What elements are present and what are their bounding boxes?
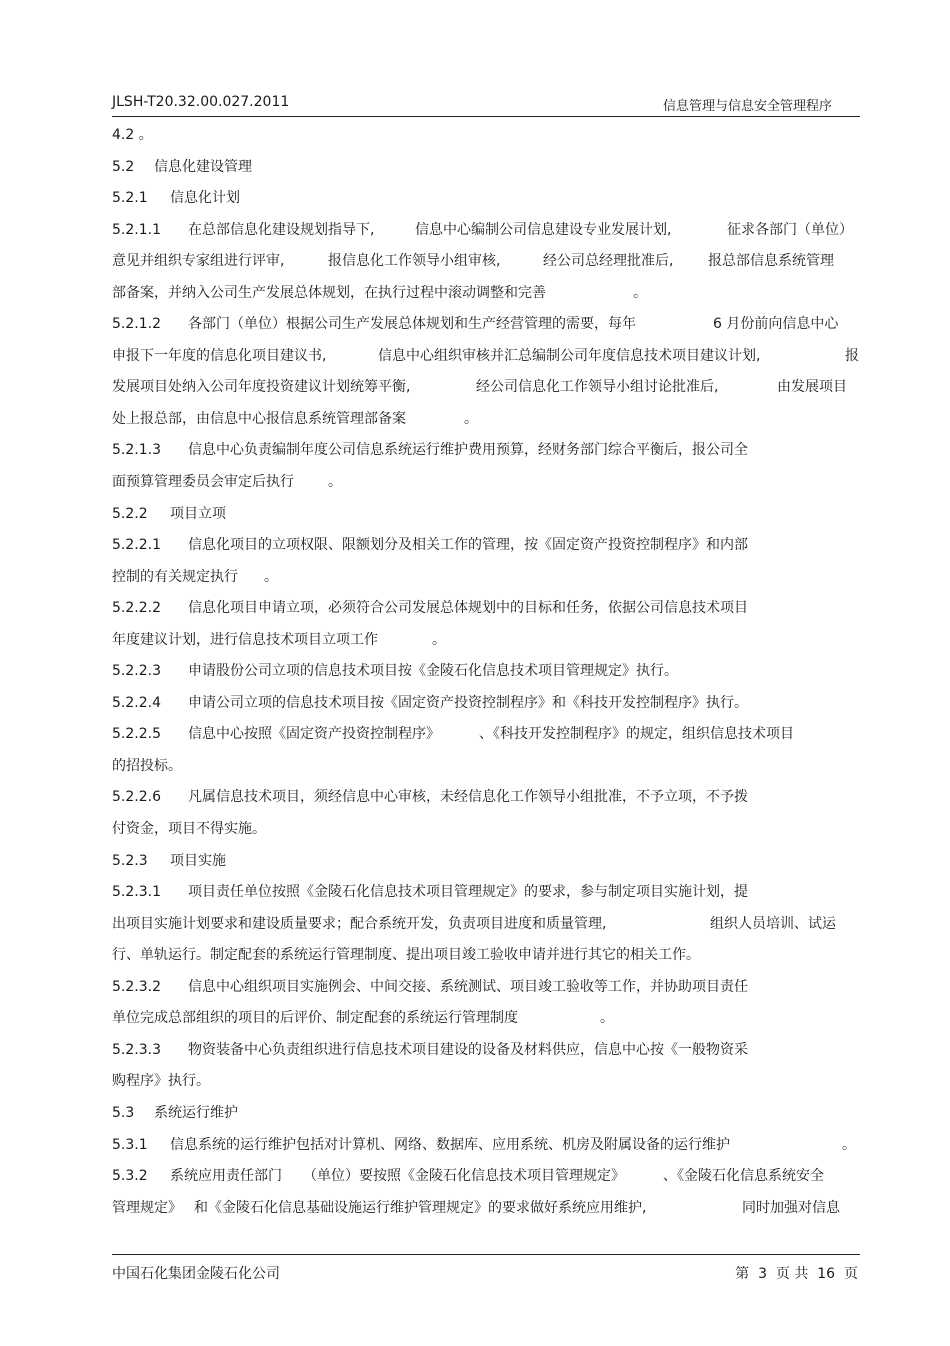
text-line (112, 530, 860, 562)
text-line (112, 940, 860, 972)
text-line (112, 499, 860, 531)
text-line (112, 814, 860, 846)
line-segment-lead: 意见并组织专家组进行评审, (112, 253, 285, 270)
line-segment: 报信息化工作领导小组审核, (328, 253, 501, 270)
line-segment: 经公司信息化工作领导小组讨论批准后, (476, 379, 719, 396)
line-segment: 信息化计划 (170, 190, 240, 207)
line-segment: 信息化项目的立项权限、限额划分及相关工作的管理，按《固定资产投资控制程序》和内部 (188, 537, 748, 554)
line-segment: 信息中心编制公司信息建设专业发展计划, (415, 221, 672, 238)
page-label-mid: 页 共 (775, 1266, 809, 1282)
line-segment-lead: 控制的有关规定执行 (112, 568, 238, 585)
text-line (112, 341, 860, 373)
line-segment: 信息中心按照《固定资产投资控制程序》 (188, 726, 440, 743)
text-line (112, 372, 860, 404)
line-segment-lead: 5.3.2 (112, 1168, 148, 1185)
line-segment: 、《科技开发控制程序》的规定，组织信息技术项目 (479, 726, 794, 743)
line-segment-lead: 5.2.1 (112, 190, 148, 207)
line-segment: 。 (842, 1136, 856, 1153)
line-segment: 申请股份公司立项的信息技术项目按《金陵石化信息技术项目管理规定》执行。 (188, 663, 678, 680)
text-line (112, 625, 860, 657)
line-segment: （单位）要按照《金陵石化信息技术项目管理规定》 (303, 1168, 625, 1185)
line-segment: 报 (845, 347, 859, 364)
text-line (112, 183, 860, 215)
line-segment: 。 (432, 631, 446, 648)
text-line (112, 404, 860, 436)
line-segment-lead: 部备案，并纳入公司生产发展总体规划，在执行过程中滚动调整和完善 (112, 284, 546, 301)
line-segment: 各部门（单位）根据公司生产发展总体规划和生产经营管理的需要，每年 (188, 316, 636, 333)
line-segment: 经公司总经理批准后, (543, 253, 674, 270)
line-segment: 信息中心组织项目实施例会、中间交接、系统测试、项目竣工验收等工作，并协助项目责任 (188, 978, 748, 995)
line-segment-lead: 5.2.2 (112, 505, 148, 522)
line-segment: 。 (328, 474, 342, 491)
line-segment: 项目实施 (170, 852, 226, 869)
text-line (112, 719, 860, 751)
line-segment-lead: 购程序》执行。 (112, 1073, 210, 1090)
line-segment-lead: 5.2.3 (112, 852, 148, 869)
line-segment-lead: 发展项目处纳入公司年度投资建议计划统筹平衡, (112, 379, 411, 396)
text-line (112, 215, 860, 247)
line-segment-lead: 5.2.2.6 (112, 789, 161, 806)
text-line (112, 246, 860, 278)
line-segment-lead: 5.2.2.5 (112, 726, 161, 743)
line-segment: 物资装备中心负责组织进行信息技术项目建设的设备及材料供应，信息中心按《一般物资采 (188, 1041, 748, 1058)
page-label-suffix: 页 (844, 1266, 858, 1282)
text-line (112, 1003, 860, 1035)
line-segment: 报总部信息系统管理 (708, 253, 834, 270)
line-segment: 凡属信息技术项目，须经信息中心审核，未经信息化工作领导小组批准，不予立项，不予拨 (188, 789, 748, 806)
page-total: 16 (817, 1266, 836, 1282)
line-segment: 。 (464, 410, 478, 427)
line-segment: 项目责任单位按照《金陵石化信息技术项目管理规定》的要求，参与制定项目实施计划，提 (188, 884, 748, 901)
line-segment-lead: 5.2.1.2 (112, 316, 161, 333)
line-segment: 在总部信息化建设规划指导下, (188, 221, 375, 238)
line-segment: 信息中心负责编制年度公司信息系统运行维护费用预算，经财务部门综合平衡后，报公司全 (188, 442, 748, 459)
line-segment-lead: 5.2.3.2 (112, 978, 161, 995)
text-line (112, 656, 860, 688)
line-segment-lead: 5.2.3.1 (112, 884, 161, 901)
line-segment-lead: 5.3 (112, 1104, 135, 1121)
page-current: 3 (758, 1266, 767, 1282)
text-line (112, 877, 860, 909)
line-segment: 申请公司立项的信息技术项目按《固定资产投资控制程序》和《科技开发控制程序》执行。 (188, 694, 748, 711)
line-segment-lead: 处上报总部，由信息中心报信息系统管理部备案 (112, 410, 406, 427)
page-footer (112, 1254, 860, 1287)
line-segment: 。 (264, 568, 278, 585)
text-line (112, 1130, 860, 1162)
page-label-prefix: 第 (735, 1266, 750, 1282)
line-segment-lead: 申报下一年度的信息化项目建议书, (112, 347, 327, 364)
line-segment: 信息化建设管理 (154, 158, 252, 175)
line-segment: 征求各部门（单位） (727, 221, 853, 238)
text-line (112, 467, 860, 499)
text-line (112, 562, 860, 594)
line-segment-lead: 5.2 (112, 158, 135, 175)
text-line (112, 972, 860, 1004)
company-name: 中国石化集团金陵石化公司 (112, 1266, 280, 1282)
line-segment: 信息化项目申请立项，必须符合公司发展总体规划中的目标和任务，依据公司信息技术项目 (188, 600, 748, 617)
page-header (112, 92, 860, 117)
document-title: 信息管理与信息安全管理程序 (662, 99, 832, 114)
line-segment-lead: 5.2.3.3 (112, 1041, 161, 1058)
text-line (112, 1161, 860, 1193)
line-segment-lead: 的招投标。 (112, 757, 182, 774)
line-segment-lead: 4.2 。 (112, 127, 153, 143)
line-segment: 系统运行维护 (154, 1104, 238, 1121)
text-line (112, 688, 860, 720)
line-segment-lead: 5.2.2.3 (112, 663, 161, 680)
text-line (112, 435, 860, 467)
line-segment-lead: 5.2.1.1 (112, 221, 161, 238)
line-segment-lead: 面预算管理委员会审定后执行 (112, 474, 294, 491)
line-segment-lead: 5.3.1 (112, 1136, 148, 1153)
text-line (112, 909, 860, 941)
text-line (112, 309, 860, 341)
text-line (112, 1066, 860, 1098)
line-segment-lead: 5.2.2.4 (112, 694, 161, 711)
line-segment-lead: 出项目实施计划要求和建设质量要求；配合系统开发，负责项目进度和质量管理, (112, 915, 607, 932)
text-line (112, 593, 860, 625)
line-segment: 信息系统的运行维护包括对计算机、网络、数据库、应用系统、机房及附属设备的运行维护 (170, 1136, 730, 1153)
line-segment: 6 月份前向信息中心 (713, 316, 839, 333)
text-line (112, 846, 860, 878)
line-segment: 由发展项目 (777, 379, 847, 396)
line-segment: 项目立项 (170, 505, 226, 522)
line-segment: 同时加强对信息 (742, 1199, 840, 1216)
text-line (112, 1098, 860, 1130)
line-segment-lead: 5.2.2.2 (112, 600, 161, 617)
text-line (112, 1193, 860, 1225)
line-segment: 。 (633, 284, 647, 301)
document-body (112, 120, 860, 1224)
text-line (112, 1035, 860, 1067)
line-segment: 信息中心组织审核并汇总编制公司年度信息技术项目建议计划, (378, 347, 761, 364)
line-segment-lead: 管理规定》 (112, 1199, 182, 1216)
line-segment: 。 (600, 1010, 614, 1027)
text-line (112, 278, 860, 310)
line-segment-lead: 5.2.2.1 (112, 537, 161, 554)
line-segment-lead: 付资金，项目不得实施。 (112, 821, 266, 838)
text-line (112, 120, 860, 152)
text-line (112, 751, 860, 783)
line-segment-lead: 单位完成总部组织的项目的后评价、制定配套的系统运行管理制度 (112, 1010, 518, 1027)
line-segment: 和《金陵石化信息基础设施运行维护管理规定》的要求做好系统应用维护, (194, 1199, 647, 1216)
line-segment-lead: 5.2.1.3 (112, 442, 161, 459)
line-segment: 、《金陵石化信息系统安全 (663, 1168, 824, 1185)
document-code: JLSH-T20.32.00.027.2011 (112, 94, 290, 110)
text-line (112, 152, 860, 184)
line-segment-lead: 年度建议计划，进行信息技术项目立项工作 (112, 631, 378, 648)
text-line (112, 782, 860, 814)
line-segment: 系统应用责任部门 (170, 1168, 282, 1185)
line-segment: 组织人员培训、试运 (710, 915, 836, 932)
line-segment-lead: 行、单轨运行。制定配套的系统运行管理制度、提出项目竣工验收申请并进行其它的相关工作。 (112, 947, 700, 964)
page-number (735, 1263, 858, 1283)
